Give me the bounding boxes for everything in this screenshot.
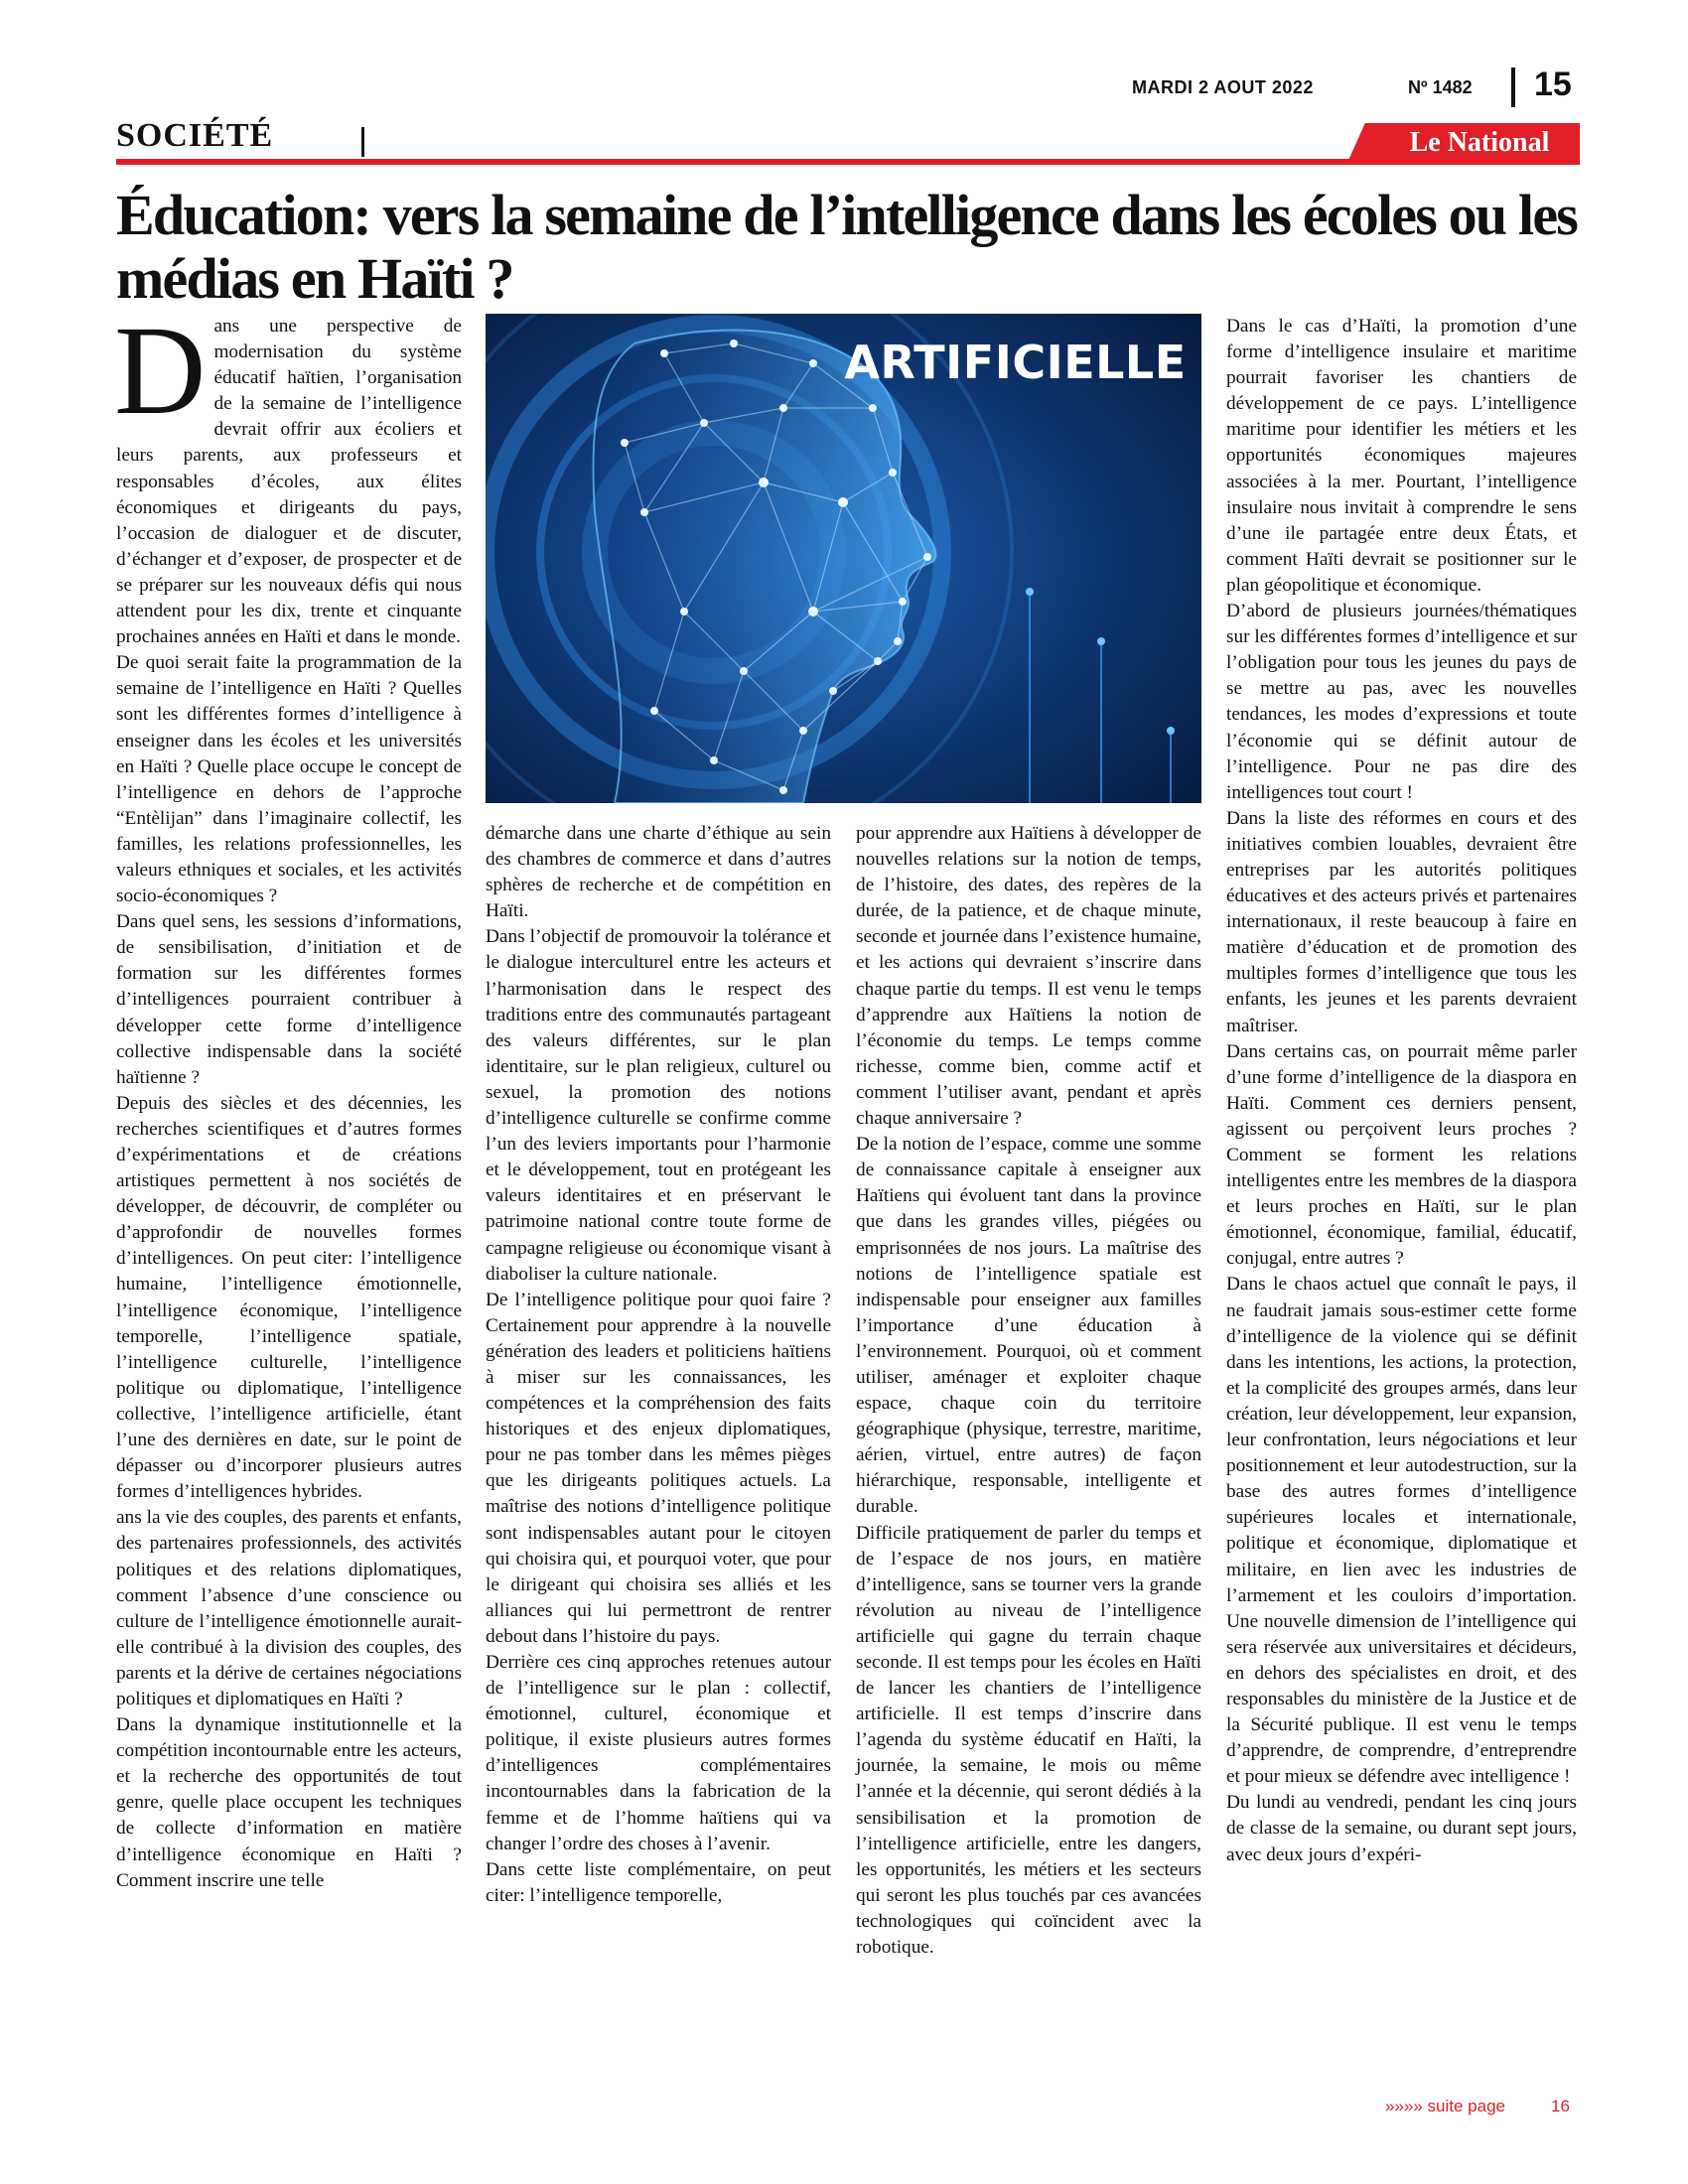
column-4 bbox=[1226, 314, 1577, 1868]
drop-cap: D bbox=[114, 300, 207, 441]
column-3 bbox=[856, 821, 1201, 1961]
paragraph: Depuis des siècles et des décennies, les recherches scientifiques et d’autres formes d’expérimentations et de créations artistiques permettent à nos sociétés de développer, de découvrir, de compléter ou d’approfondir de nouvelles formes d’intelligences. On peut citer: l’intelligence humaine, l’intelligence émotionnelle, l’intelligence économique, l’intelligence temporelle, l’intelligence spatiale, l’intelligence culturelle, l’intelligence politique ou diplomatique, l’intelligence collective, l’intelligence artificielle, étant l’une des dernières en date, sur le point de dépasser ou d’incorporer plusieurs autres formes d’intelligences hybrides. bbox=[116, 1092, 462, 1503]
paragraph: Dans l’objectif de promouvoir la tolérance et le dialogue interculturel entre les acteurs et l’harmonisation dans le respect des traditions entre des communautés partageant des valeurs différentes, sur le plan identitaire, sur le plan religieux, culturel ou sexuel, la promotion des notions d’intelligence culturelle se confirme comme l’un des leviers importants pour l’harmonie et le développement, tout en protégeant les valeurs identitaires et en préservant le patrimoine national contre toute forme de campagne religieuse ou économique visant à diaboliser la culture nationale. bbox=[486, 926, 831, 1285]
paragraph: De quoi serait faite la programmation de la semaine de l’intelligence en Haïti ? Quelles sont les différentes formes d’intelligence à enseigner dans les écoles et les universités en Haïti ? Quelle place occupe le concept de l’intelligence en dehors de l’approche “Entèlijan” dans l’imaginaire collectif, les familles, les relations professionnelles, les valeurs ethniques et sociales, et les activités socio-économiques ? bbox=[116, 652, 462, 907]
continued-on-label: »»»» suite page bbox=[1385, 2097, 1505, 2116]
paragraph: Dans la liste des réformes en cours et des initiatives combien louables, devraient être entreprises par les autorités politiques éducatives et des acteurs privés et partenaires internationaux, il reste beaucoup à faire en matière d’éducation et de promotion des multiples formes d’intelligence que tous les enfants, les jeunes et les parents devraient maîtriser. bbox=[1226, 807, 1577, 1036]
paragraph: Dans cette liste complémentaire, on peut citer: l’intelligence temporelle, bbox=[486, 1858, 831, 1906]
brand-name: Le National bbox=[1409, 127, 1550, 158]
paragraph: ans la vie des couples, des parents et enfants, des partenaires professionnels, des activités politiques et des relations diplomatiques, comment l’absence d’une conscience ou culture de l’intelligence émotionnelle aurait-elle contribué à la division des couples, des parents et la dérive de certaines négociations politiques et diplomatiques en Haïti ? bbox=[116, 1507, 462, 1709]
column-2 bbox=[486, 821, 831, 1909]
issue-date: MARDI 2 AOUT 2022 bbox=[1132, 77, 1314, 97]
section-label: SOCIÉTÉ bbox=[116, 117, 274, 154]
paragraph: D’abord de plusieurs journées/thématiques sur les différentes formes d’intelligence et sur l’obligation pour tous les jeunes du pays de se mettre au pas, avec les nouvelles tendances, les modes d’expressions et toute l’économie qui se définit autour de l’intelligence. Pour ne pas dire des intelligences tout court ! bbox=[1226, 601, 1578, 803]
paragraph: Du lundi au vendredi, pendant les cinq jours de classe de la semaine, ou durant sept jours, avec deux jours d’expéri- bbox=[1226, 1792, 1577, 1865]
paragraph: Dans le cas d’Haïti, la promotion d’une forme d’intelligence insulaire et maritime pourrait favoriser les chantiers de développement de ce pays. L’intelligence maritime pour identifier les métiers et les opportunités économiques majeures associées à la mer. Pourtant, l’intelligence insulaire nous invitait à comprendre le sens d’une ile partagée entre deux États, et comment Haïti devrait se positionner sur le plan géopolitique et économique. bbox=[1226, 316, 1577, 596]
image-caption-text: ARTIFICIELLE bbox=[844, 336, 1187, 389]
lead-text: ans une perspective de modernisation du système éducatif haïtien, l’organisation de la semaine de l’intelligence devrait offrir aux écoliers et leurs parents, aux professeurs et responsables d’écoles, aux élites économiques et dirigeants du pays, l’occasion de dialoguer et de discuter, d’échanger et d’exposer, de prospecter et de se préparer sur les nouveaux défis qui nous attendent pour les dix, trente et cinquante prochaines années en Haïti et dans le monde. bbox=[116, 316, 462, 648]
issue-number: Nº 1482 bbox=[1408, 77, 1473, 97]
continued-page-number: 16 bbox=[1551, 2097, 1570, 2116]
paragraph: pour apprendre aux Haïtiens à développer de nouvelles relations sur la notion de temps, de l’histoire, des dates, des repères de la durée, de la patience, et de chaque minute, seconde et journée dans l’existence humaine, et les actions qui devraient s’inscrire dans chaque partie du temps. Il est venu le temps d’apprendre aux Haïtiens la notion de l’économie du temps. Le temps comme richesse, comme bien, comme actif et comment l’utiliser avant, pendant et après chaque anniversaire ? bbox=[856, 823, 1201, 1130]
paragraph: De la notion de l’espace, comme une somme de connaissance capitale à enseigner aux Haïtiens qui évoluent tant dans la province que dans les grandes villes, piégées ou emprisonnées de nos jours. La maîtrise des notions de l’intelligence spatiale est indispensable pour enseigner aux familles l’importance d’une éducation à l’environnement. Pourquoi, où et comment utiliser, aménager et exploiter chaque espace, chaque coin du territoire géographique (physique, terrestre, maritime, aérien, virtuel, entre autres) de façon hiérarchique, responsable, intelligente et durable. bbox=[856, 1134, 1201, 1518]
page-number: 15 bbox=[1534, 66, 1572, 103]
paragraph: De l’intelligence politique pour quoi faire ? Certainement pour apprendre à la nouvelle génération des leaders et politiciens haïtiens à miser sur les connaissances, les compétences et la compréhension des faits historiques et des enjeux diplomatiques, pour ne pas tomber dans les mêmes pièges que les dirigeants politiques actuels. La maîtrise des notions d’intelligence politique sont indispensables autant pour le citoyen qui choisira qui, et pourquoi voter, que pour le dirigeant qui choisira ses alliés et les alliances qui lui permettront de rentrer debout dans l’histoire du pays. bbox=[486, 1289, 831, 1647]
article-title: Éducation: vers la semaine de l’intelligence dans les écoles ou les médias en Haïti ? bbox=[116, 183, 1578, 311]
section-divider bbox=[361, 127, 364, 157]
column-1 bbox=[114, 300, 462, 1894]
paragraph: Dans certains cas, on pourrait même parler d’une forme d’intelligence de la diaspora en Haïti. Comment ces derniers pensent, agissent ou perçoivent leurs proches ? Comment se forment les relations intelligentes entre les membres de la diaspora et leurs proches en Haïti, sur le plan émotionnel, économique, familial, éducatif, conjugal, entre autres ? bbox=[1226, 1040, 1577, 1270]
header-divider bbox=[1511, 68, 1515, 107]
paragraph: Dans la dynamique institutionnelle et la compétition incontournable entre les acteurs, et la recherche des opportunités de tout genre, quelle place occupent les techniques de collecte d’information en matière d’intelligence économique en Haïti ? Comment inscrire une telle bbox=[116, 1714, 462, 1891]
paragraph: démarche dans une charte d’éthique au sein des chambres de commerce et dans d’autres sphères de recherche et de compétition en Haïti. bbox=[486, 823, 831, 922]
paragraph: Derrière ces cinq approches retenues autour de l’intelligence sur le plan : collectif, émotionnel, culturel, économique et politique, il existe plusieurs autres formes d’intelligences complémentaires incontournables dans la fabrication de la femme et de l’homme haïtiens qui va changer l’ordre des choses à l’avenir. bbox=[486, 1652, 831, 1854]
lead-paragraph bbox=[114, 300, 462, 650]
paragraph: Dans le chaos actuel que connaît le pays, il ne faudrait jamais sous-estimer cette forme d’intelligence de la violence qui se définit dans les intentions, les actions, la protection, et la complicité des groupes armés, dans leur création, leur développement, leur expansion, leur confrontation, leurs négociations et leur positionnement et leur autodestruction, sur la base des autres formes d’intelligence supérieures locales et internationale, politique et économique, diplomatique et militaire, en lien avec les industries de l’armement et les couloirs d’importation. Une nouvelle dimension de l’intelligence qui sera réservée aux universitaires et décideurs, en dehors des spécialistes en droit, et des responsables du ministère de la Justice et de la Sécurité publique. Il est venu le temps d’apprendre, de comprendre, d’entreprendre et pour mieux se défendre avec intelligence ! bbox=[1226, 1274, 1577, 1788]
paragraph: Dans quel sens, les sessions d’informations, de sensibilisation, d’initiation et de formation sur les différentes formes d’intelligences pourraient contribuer à développer cette forme d’intelligence collective indispensable dans la société haïtienne ? bbox=[116, 911, 462, 1088]
paragraph: Difficile pratiquement de parler du temps et de l’espace de nos jours, en matière d’intelligence, sans se tourner vers la grande révolution au niveau de l’intelligence artificielle qui gagne du terrain chaque seconde. Il est temps pour les écoles en Haïti de lancer les chantiers de l’intelligence artificielle. Il est temps d’inscrire dans l’agenda du système éducatif en Haïti, la journée, la semaine, le mois ou même l’année et la décennie, qui seront dédiés à la sensibilisation et la promotion de l’intelligence artificielle, entre les dangers, les opportunités, les métiers et les secteurs qui seront les plus touchés par ces avancées technologiques qui coïncident avec la robotique. bbox=[856, 1522, 1201, 1959]
